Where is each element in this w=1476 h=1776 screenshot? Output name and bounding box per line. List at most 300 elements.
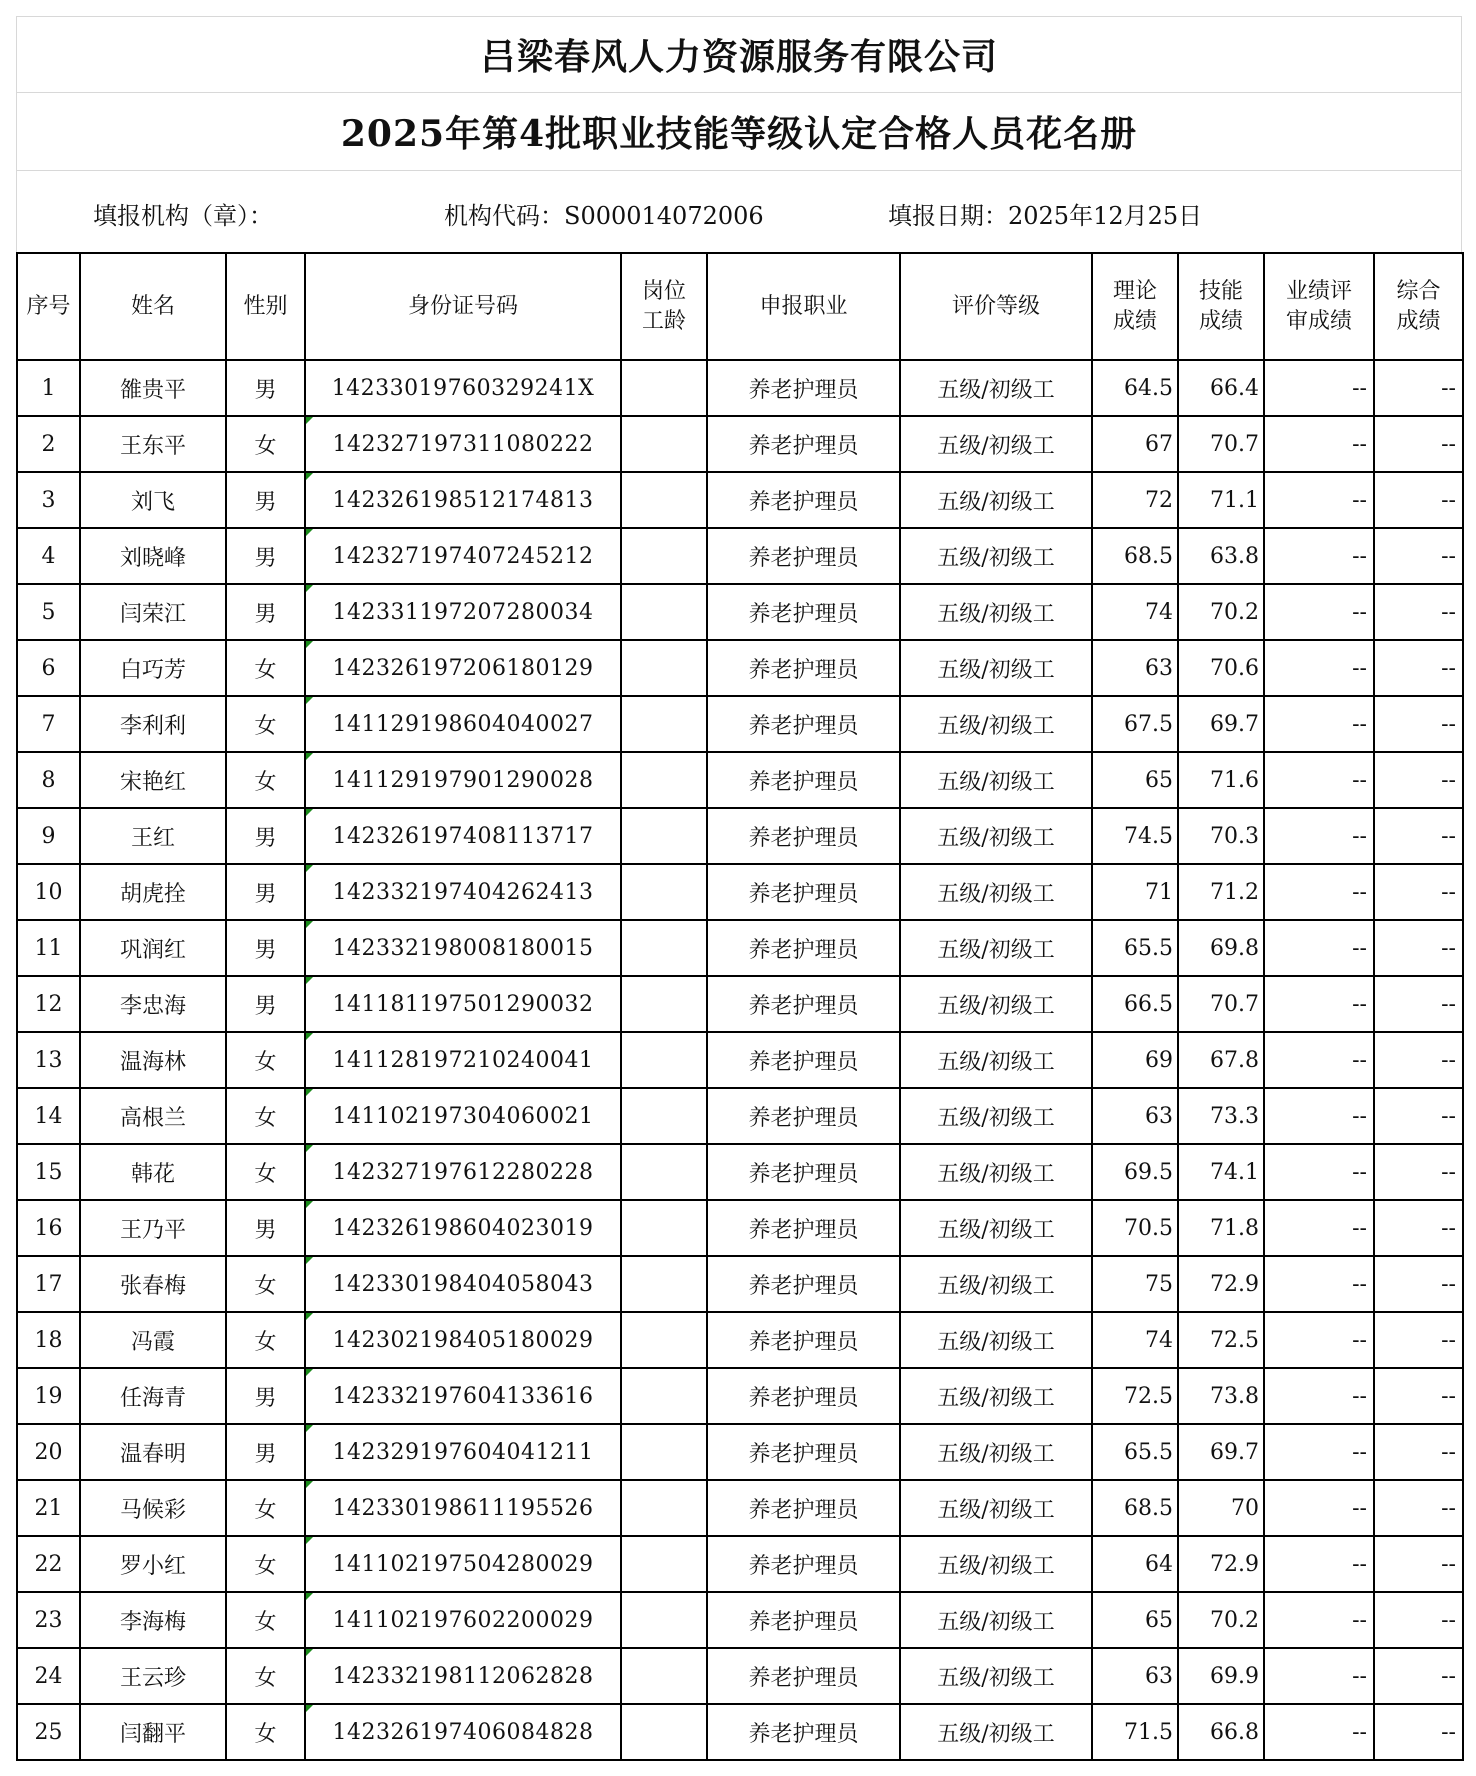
gender-cell [226,920,305,976]
person-name: 冯霞 [130,1329,175,1355]
theory-score-cell [1092,360,1178,416]
level-cell [900,696,1092,752]
gender: 女 [254,1105,277,1131]
theory-score-cell [1092,1256,1178,1312]
theory-score-cell [1092,1200,1178,1256]
person-name: 韩花 [130,1161,175,1187]
occupation: 养老护理员 [748,881,859,907]
level-cell [900,360,1092,416]
level: 五级/初级工 [937,1273,1055,1299]
skill-score: 70.7 [1210,991,1259,1017]
seniority-cell [621,976,707,1032]
roster-table [16,252,1464,1761]
row-index-cell [17,1704,80,1760]
overall-score: -- [1441,1047,1456,1073]
performance-score-cell [1264,1368,1374,1424]
person-name-cell [80,1536,226,1592]
row-index-cell [17,864,80,920]
id-number: 141129198604040027 [332,711,594,737]
gender-cell [226,808,305,864]
level: 五级/初级工 [937,1665,1055,1691]
id-number: 142332197604133616 [332,1383,594,1409]
gender: 男 [254,489,277,515]
id-number: 141128197210240041 [332,1047,594,1073]
row-index-cell [17,1032,80,1088]
table-row [17,360,1463,416]
col-name-header: 姓名 [80,253,226,360]
row-index: 25 [34,1719,63,1745]
gender-cell [226,416,305,472]
occupation-cell [707,360,900,416]
skill-score-cell [1178,360,1264,416]
theory-score-cell [1092,1032,1178,1088]
level-cell [900,1536,1092,1592]
person-name-cell [80,416,226,472]
overall-score: -- [1441,1719,1456,1745]
skill-score: 66.8 [1210,1719,1259,1745]
overall-score-cell [1374,1424,1463,1480]
gender-cell [226,1592,305,1648]
id-number-cell [305,472,621,528]
row-index-cell [17,1480,80,1536]
row-index-cell [17,1144,80,1200]
theory-score: 67 [1145,431,1173,457]
gender-cell [226,1088,305,1144]
gender: 男 [254,993,277,1019]
table-row [17,640,1463,696]
gender: 女 [254,1161,277,1187]
table-row [17,1312,1463,1368]
seniority-cell [621,1592,707,1648]
row-index: 13 [34,1047,63,1073]
cell-comment-flag-icon [306,473,313,480]
theory-score: 72.5 [1124,1383,1173,1409]
gender: 女 [254,1273,277,1299]
theory-score: 75 [1145,1271,1173,1297]
row-index: 12 [34,991,63,1017]
occupation-cell [707,696,900,752]
performance-score: -- [1352,487,1367,513]
row-index: 17 [34,1271,63,1297]
overall-score-cell [1374,1312,1463,1368]
gender-cell [226,1648,305,1704]
occupation: 养老护理员 [748,1273,859,1299]
id-number-cell [305,1704,621,1760]
performance-score-cell [1264,920,1374,976]
gender: 男 [254,825,277,851]
overall-score: -- [1441,487,1456,513]
occupation: 养老护理员 [748,1049,859,1075]
overall-score: -- [1441,1495,1456,1521]
cell-comment-flag-icon [306,1089,313,1096]
col-id-number-header: 身份证号码 [305,253,621,360]
gender: 女 [254,657,277,683]
overall-score: -- [1441,431,1456,457]
theory-score: 74.5 [1124,823,1173,849]
table-row [17,1256,1463,1312]
row-index-cell [17,472,80,528]
theory-score-cell [1092,1424,1178,1480]
person-name: 雒贵平 [119,377,186,403]
performance-score-cell [1264,1592,1374,1648]
company-name: 吕梁春风人力资源服务有限公司 [16,16,1462,92]
level: 五级/初级工 [937,1497,1055,1523]
level-cell [900,1144,1092,1200]
theory-score: 66.5 [1124,991,1173,1017]
level: 五级/初级工 [937,1161,1055,1187]
occupation: 养老护理员 [748,993,859,1019]
occupation-cell [707,528,900,584]
gender: 女 [254,769,277,795]
person-name-cell [80,808,226,864]
row-index-cell [17,416,80,472]
level: 五级/初级工 [937,1385,1055,1411]
gender-cell [226,752,305,808]
gender-cell [226,976,305,1032]
seniority-cell [621,472,707,528]
row-index: 23 [34,1607,63,1633]
seniority-cell [621,1480,707,1536]
id-number: 142327197612280228 [332,1159,594,1185]
theory-score: 65.5 [1124,1439,1173,1465]
level-cell [900,1256,1092,1312]
skill-score: 72.5 [1210,1327,1259,1353]
seniority-cell [621,1200,707,1256]
occupation: 养老护理员 [748,1217,859,1243]
id-number: 141102197504280029 [332,1551,594,1577]
cell-comment-flag-icon [306,1425,313,1432]
id-number-cell [305,1592,621,1648]
skill-score: 70.6 [1210,655,1259,681]
id-number: 141102197602200029 [332,1607,594,1633]
performance-score: -- [1352,1159,1367,1185]
performance-score-cell [1264,360,1374,416]
theory-score: 74 [1145,599,1173,625]
id-number-cell [305,1088,621,1144]
performance-score-cell [1264,1536,1374,1592]
seniority-cell [621,416,707,472]
level: 五级/初级工 [937,601,1055,627]
overall-score-cell [1374,752,1463,808]
org-code: 机构代码：S000014072006 [444,201,764,230]
id-number: 142326197206180129 [332,655,594,681]
gender: 女 [254,1329,277,1355]
seniority-cell [621,1704,707,1760]
skill-score: 69.9 [1210,1663,1259,1689]
performance-score-cell [1264,528,1374,584]
id-number-cell [305,640,621,696]
gender: 女 [254,1609,277,1635]
cell-comment-flag-icon [306,1145,313,1152]
level: 五级/初级工 [937,1105,1055,1131]
overall-score-cell [1374,696,1463,752]
level: 五级/初级工 [937,881,1055,907]
person-name-cell [80,472,226,528]
person-name: 温海林 [119,1049,186,1075]
level: 五级/初级工 [937,937,1055,963]
occupation-cell [707,1256,900,1312]
overall-score-cell [1374,360,1463,416]
performance-score: -- [1352,767,1367,793]
theory-score: 71.5 [1124,1719,1173,1745]
overall-score-cell [1374,1480,1463,1536]
occupation: 养老护理员 [748,489,859,515]
gender-cell [226,584,305,640]
id-number: 141102197304060021 [332,1103,594,1129]
level: 五级/初级工 [937,1553,1055,1579]
occupation: 养老护理员 [748,433,859,459]
overall-score: -- [1441,1271,1456,1297]
level: 五级/初级工 [937,769,1055,795]
row-index: 15 [34,1159,63,1185]
level-cell [900,1424,1092,1480]
person-name: 王乃平 [119,1217,186,1243]
gender-cell [226,1312,305,1368]
gender-cell [226,1200,305,1256]
performance-score: -- [1352,935,1367,961]
person-name: 闫翻平 [119,1721,186,1747]
table-row [17,472,1463,528]
person-name: 白巧芳 [119,657,186,683]
theory-score-cell [1092,1088,1178,1144]
level-cell [900,416,1092,472]
id-number: 142327197407245212 [332,543,594,569]
id-number-cell [305,864,621,920]
theory-score-cell [1092,1312,1178,1368]
id-number: 142332198008180015 [332,935,594,961]
person-name-cell [80,752,226,808]
skill-score-cell [1178,1704,1264,1760]
cell-comment-flag-icon [306,1201,313,1208]
occupation: 养老护理员 [748,1609,859,1635]
id-number: 14233019760329241X [331,375,595,401]
id-number-cell [305,1368,621,1424]
theory-score: 65 [1145,1607,1173,1633]
id-number-cell [305,1648,621,1704]
occupation-cell [707,1480,900,1536]
col-index-header: 序号 [17,253,80,360]
occupation-cell [707,416,900,472]
id-number: 141129197901290028 [332,767,594,793]
row-index: 1 [41,375,56,401]
performance-score-cell [1264,1312,1374,1368]
person-name: 宋艳红 [119,769,186,795]
gender: 男 [254,881,277,907]
id-number: 142329197604041211 [332,1439,594,1465]
overall-score-cell [1374,1536,1463,1592]
id-number: 141181197501290032 [332,991,594,1017]
overall-score-cell [1374,1032,1463,1088]
person-name-cell [80,1256,226,1312]
skill-score: 72.9 [1210,1551,1259,1577]
performance-score-cell [1264,1088,1374,1144]
person-name: 李利利 [119,713,186,739]
skill-score: 67.8 [1210,1047,1259,1073]
cell-comment-flag-icon [306,585,313,592]
col-overall-score-header: 综合 成绩 [1374,253,1463,360]
id-number-cell [305,584,621,640]
person-name-cell [80,864,226,920]
level-cell [900,1592,1092,1648]
person-name-cell [80,696,226,752]
theory-score: 63 [1145,655,1173,681]
performance-score: -- [1352,375,1367,401]
overall-score: -- [1441,879,1456,905]
occupation-cell [707,1424,900,1480]
row-index-cell [17,696,80,752]
id-number: 142332198112062828 [332,1663,594,1689]
performance-score-cell [1264,584,1374,640]
skill-score: 70.2 [1210,1607,1259,1633]
overall-score: -- [1441,823,1456,849]
person-name: 李海梅 [119,1609,186,1635]
skill-score: 69.7 [1210,1439,1259,1465]
row-index-cell [17,640,80,696]
id-number: 142326197408113717 [332,823,594,849]
seniority-cell [621,808,707,864]
theory-score-cell [1092,640,1178,696]
overall-score: -- [1441,935,1456,961]
skill-score-cell [1178,472,1264,528]
person-name: 温春明 [119,1441,186,1467]
cell-comment-flag-icon [306,529,313,536]
theory-score-cell [1092,584,1178,640]
seniority-cell [621,640,707,696]
level-cell [900,1480,1092,1536]
skill-score: 71.6 [1210,767,1259,793]
person-name: 王红 [130,825,175,851]
table-row [17,1424,1463,1480]
theory-score: 67.5 [1124,711,1173,737]
person-name: 王云珍 [119,1665,186,1691]
theory-score-cell [1092,864,1178,920]
skill-score-cell [1178,1424,1264,1480]
id-number-cell [305,752,621,808]
person-name: 马候彩 [119,1497,186,1523]
id-number: 142326198512174813 [332,487,594,513]
performance-score: -- [1352,1607,1367,1633]
performance-score-cell [1264,808,1374,864]
person-name-cell [80,920,226,976]
level: 五级/初级工 [937,1609,1055,1635]
overall-score: -- [1441,991,1456,1017]
occupation: 养老护理员 [748,713,859,739]
id-number-cell [305,528,621,584]
overall-score-cell [1374,1704,1463,1760]
cell-comment-flag-icon [306,1313,313,1320]
gender-cell [226,864,305,920]
id-number: 142330198404058043 [332,1271,594,1297]
occupation-cell [707,920,900,976]
row-index: 6 [41,655,56,681]
row-index: 7 [41,711,56,737]
theory-score-cell [1092,976,1178,1032]
theory-score-cell [1092,752,1178,808]
skill-score: 70 [1231,1495,1259,1521]
level: 五级/初级工 [937,1441,1055,1467]
gender-cell [226,1144,305,1200]
document-title: 2025年第4批职业技能等级认定合格人员花名册 [16,92,1462,171]
level: 五级/初级工 [937,433,1055,459]
cell-comment-flag-icon [306,921,313,928]
skill-score-cell [1178,1592,1264,1648]
occupation: 养老护理员 [748,657,859,683]
theory-score: 68.5 [1124,543,1173,569]
performance-score: -- [1352,1103,1367,1129]
row-index-cell [17,752,80,808]
person-name-cell [80,1312,226,1368]
theory-score-cell [1092,808,1178,864]
skill-score-cell [1178,1088,1264,1144]
gender: 男 [254,1385,277,1411]
person-name: 刘飞 [130,489,175,515]
performance-score: -- [1352,1495,1367,1521]
seniority-cell [621,1256,707,1312]
row-index-cell [17,1312,80,1368]
skill-score-cell [1178,528,1264,584]
cell-comment-flag-icon [306,753,313,760]
table-row [17,1032,1463,1088]
skill-score: 71.2 [1210,879,1259,905]
person-name-cell [80,1424,226,1480]
occupation: 养老护理员 [748,1161,859,1187]
skill-score-cell [1178,1480,1264,1536]
level: 五级/初级工 [937,713,1055,739]
table-row [17,584,1463,640]
performance-score: -- [1352,879,1367,905]
theory-score-cell [1092,1704,1178,1760]
overall-score: -- [1441,1663,1456,1689]
cell-comment-flag-icon [306,1033,313,1040]
seniority-cell [621,1312,707,1368]
theory-score: 64.5 [1124,375,1173,401]
table-row [17,1200,1463,1256]
row-index: 19 [34,1383,63,1409]
overall-score: -- [1441,767,1456,793]
row-index-cell [17,360,80,416]
cell-comment-flag-icon [306,865,313,872]
id-number-cell [305,1200,621,1256]
table-row [17,1704,1463,1760]
performance-score: -- [1352,711,1367,737]
gender-cell [226,1256,305,1312]
row-index: 4 [41,543,56,569]
cell-comment-flag-icon [306,977,313,984]
id-number: 142327197311080222 [332,431,594,457]
person-name: 胡虎拴 [119,881,186,907]
level: 五级/初级工 [937,489,1055,515]
person-name-cell [80,1704,226,1760]
id-number: 142326198604023019 [332,1215,594,1241]
gender-cell [226,696,305,752]
overall-score-cell [1374,528,1463,584]
report-date: 填报日期：2025年12月25日 [888,201,1203,230]
id-number: 142302198405180029 [332,1327,594,1353]
gender: 男 [254,937,277,963]
occupation-cell [707,1648,900,1704]
col-theory-score-header: 理论 成绩 [1092,253,1178,360]
level: 五级/初级工 [937,377,1055,403]
gender: 男 [254,1441,277,1467]
seniority-cell [621,1088,707,1144]
occupation: 养老护理员 [748,1721,859,1747]
theory-score-cell [1092,1480,1178,1536]
skill-score-cell [1178,752,1264,808]
overall-score-cell [1374,1368,1463,1424]
roster-header [16,16,1462,255]
gender: 女 [254,1721,277,1747]
occupation: 养老护理员 [748,825,859,851]
